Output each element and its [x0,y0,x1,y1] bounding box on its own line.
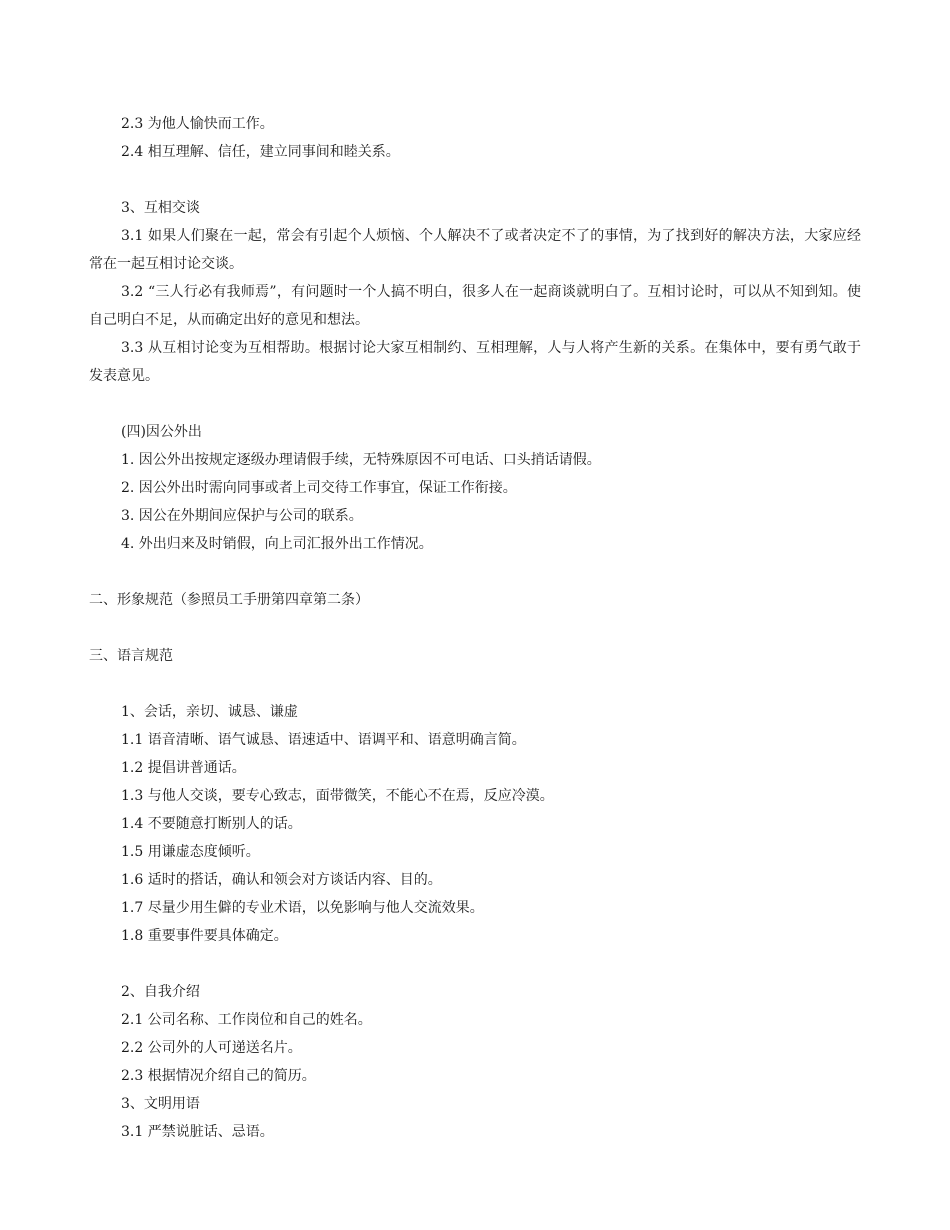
body-paragraph: 2.1 公司名称、工作岗位和自己的姓名。 [121,1012,372,1028]
body-paragraph: 2. 因公外出时需向同事或者上司交待工作事宜，保证工作衔接。 [121,480,517,496]
body-paragraph: 1. 因公外出按规定逐级办理请假手续，无特殊原因不可电话、口头捎话请假。 [121,452,601,468]
body-paragraph: 4. 外出归来及时销假，向上司汇报外出工作情况。 [121,536,433,552]
body-paragraph: 1.6 适时的搭话，确认和领会对方谈话内容、目的。 [121,872,442,888]
blank-line [89,614,861,642]
body-paragraph: 2.2 公司外的人可递送名片。 [121,1040,302,1056]
section-heading: 三、语言规范 [89,648,173,664]
blank-line [89,390,861,418]
body-paragraph: 1.8 重要事件要具体确定。 [121,928,288,944]
body-paragraph: 3.3 从互相讨论变为互相帮助。根据讨论大家互相制约、互相理解，人与人将产生新的关系。在集体中，要有勇气敢于发表意见。 [89,340,861,384]
blank-line [89,558,861,586]
body-paragraph: 3.1 如果人们聚在一起，常会有引起个人烦恼、个人解决不了或者决定不了的事情，为了找到好的解决方法，大家应经常在一起互相讨论交谈。 [89,228,861,272]
body-paragraph: 3、文明用语 [121,1096,200,1112]
blank-line [89,166,861,194]
body-paragraph: 2.3 根据情况介绍自己的简历。 [121,1068,316,1084]
body-paragraph: (四)因公外出 [121,424,202,440]
body-paragraph: 1.1 语音清晰、语气诚恳、语速适中、语调平和、语意明确言简。 [121,732,526,748]
body-paragraph: 1、会话，亲切、诚恳、谦虚 [121,704,298,720]
section-heading: 二、形象规范（参照员工手册第四章第二条） [89,592,369,608]
body-paragraph: 3.1 严禁说脏话、忌语。 [121,1124,274,1140]
body-paragraph: 3、互相交谈 [121,200,200,216]
body-paragraph: 1.7 尽量少用生僻的专业术语，以免影响与他人交流效果。 [121,900,484,916]
body-paragraph: 2.3 为他人愉快而工作。 [121,116,274,132]
body-paragraph: 2.4 相互理解、信任，建立同事间和睦关系。 [121,144,400,160]
body-paragraph: 3. 因公在外期间应保护与公司的联系。 [121,508,363,524]
body-paragraph: 2、自我介绍 [121,984,200,1000]
body-paragraph: 1.5 用谦虚态度倾听。 [121,844,260,860]
body-paragraph: 1.4 不要随意打断别人的话。 [121,816,302,832]
body-paragraph: 1.2 提倡讲普通话。 [121,760,246,776]
blank-line [89,670,861,698]
body-paragraph: 3.2 “三人行必有我师焉”，有问题时一个人搞不明白，很多人在一起商谈就明白了。互相讨论时，可以从不知到知。使自己明白不足，从而确定出好的意见和想法。 [89,284,861,328]
document-body [89,110,861,1146]
blank-line [89,950,861,978]
body-paragraph: 1.3 与他人交谈，要专心致志，面带微笑，不能心不在焉，反应冷漠。 [121,788,554,804]
